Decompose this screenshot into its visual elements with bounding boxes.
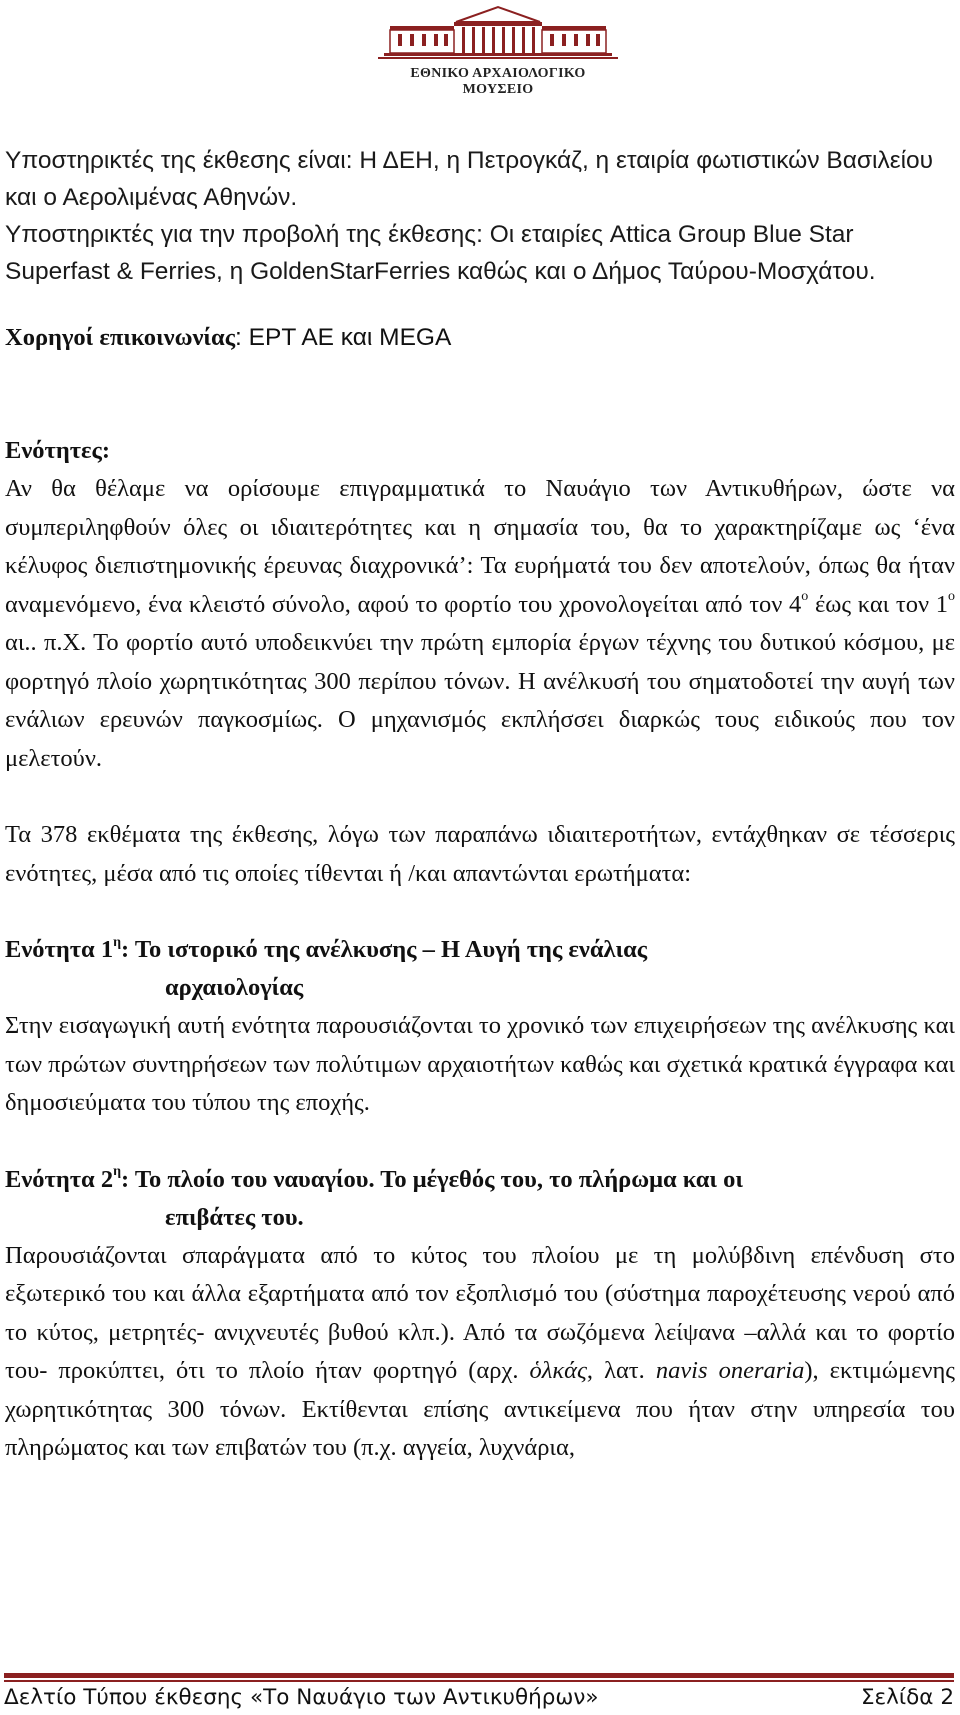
superscript: ο [948, 589, 955, 605]
section-1-body: Στην εισαγωγική αυτή ενότητα παρουσιάζονται το χρονικό των επιχειρήσεων της ανέλκυσης και των πρώτων συντηρήσεων των πολύτιμων αρχαιοτήτων καθώς και σχετικά κρατικά έγγραφα και δημοσιεύματα του τύπου της εποχής. [5, 1012, 956, 1116]
section-1-heading [5, 931, 955, 1007]
page-footer [4, 1681, 954, 1715]
sections-title: Ενότητες: [5, 436, 110, 464]
paragraph-text: έως και τον 1 [808, 590, 948, 618]
superscript: η [113, 934, 122, 950]
italic-term: ὁλκάς [529, 1357, 587, 1384]
museum-logo [378, 4, 618, 97]
paragraph-text: αι.. π.Χ. Το φορτίο αυτό υποδεικνύει την πρώτη εμπορία έργων τέχνης του δυτικού κόσμου, με φορτηγό πλοίο χωρητικότητας 300 περίπου τόνων. Η ανέλκυσή του σηματοδοτεί την αυγή των ενάλιων ερευνών παγκοσμίως. Ο μηχανισμός εκπλήσσει διαρκώς τους ειδικούς που τον μελετούν. [5, 629, 955, 772]
museum-building-icon [378, 4, 618, 64]
sponsors-text: Υποστηρικτές της έκθεσης είναι: Η ΔΕΗ, η Πετρογκάζ, η εταιρία φωτιστικών Βασιλείου και ο Αερολιμένας Αθηνών. [5, 147, 934, 211]
section-2-heading [5, 1161, 955, 1237]
section-2-body [5, 1237, 955, 1468]
italic-term: navis oneraria [655, 1357, 805, 1384]
section-1-title-continued: αρχαιολογίας [165, 974, 304, 1001]
paragraph-text: Παρουσιάζονται σπαράγματα από το κύτος του πλοίου με τη μολύβδινη επένδυση στο εξωτερικό του και άλλα εξαρτήματα από τον εξοπλισμό του (σύστημα παροχέτευσης νερού από το κύτος, μετρητές- ανιχνευτές βυθού κλπ.). Από τα σωζόμενα λείψανα –αλλά και το φορτίο του- προκύπτει, ότι το πλοίο ήταν φορτηγό (αρχ. [5, 1241, 955, 1384]
superscript: η [113, 1164, 122, 1180]
paragraph-text: , λατ. [586, 1357, 656, 1384]
media-sponsors-label: Χορηγοί επικοινωνίας [5, 324, 236, 351]
media-sponsors-value: : ΕΡΤ ΑΕ και MEGA [235, 324, 452, 351]
wreck-description-paragraph [5, 470, 955, 778]
section-2-title: : Το πλοίο του ναυαγίου. Το μέγεθός του, το πλήρωμα και οι [121, 1165, 743, 1193]
logo-caption: ΕΘΝΙΚΟ ΑΡΧΑΙΟΛΟΓΙΚΟ ΜΟΥΣΕΙΟ [410, 66, 586, 97]
superscript: ο [801, 589, 809, 605]
intro-block [5, 142, 955, 290]
section-1-title: : Το ιστορικό της ανέλκυσης – Η Αυγή της ενάλιας [121, 936, 648, 963]
paragraph-text: Αν θα θέλαμε να ορίσουμε επιγραμματικά το Ναυάγιο των Αντικυθήρων, ώστε να συμπεριληφθούν όλες οι ιδιαιτερότητες και η σημασία του, θα το χαρακτηρίζαμε ως ‘ένα κέλυφος διεπιστημονικής έρευνας διαχρονικά’: Τα ευρήματά του δεν αποτελούν, όπως θα ήταν αναμενόμενο, ένα κλειστό σύνολο, αφού το φορτίο του χρονολογείται από τον 4 [5, 475, 955, 618]
section-2-title-continued: επιβάτες του. [165, 1203, 304, 1231]
media-sponsors-line [5, 319, 955, 358]
section-1-label: Ενότητα 1 [5, 936, 114, 963]
section-2-label: Ενότητα 2 [5, 1165, 114, 1193]
promotion-sponsors-text: Υποστηρικτές για την προβολή της έκθεσης: Οι εταιρίες Attica Group Blue Star Superfast & Ferries, η GoldenStarFerries καθώς και ο Δήμος Ταύρου-Μοσχάτου. [5, 221, 876, 285]
page-number: Σελίδα 2 [860, 1685, 954, 1710]
exhibits-paragraph: Τα 378 εκθέματα της έκθεσης, λόγω των παραπάνω ιδιαιτεροτήτων, εντάχθηκαν σε τέσσερις ενότητες, μέσα από τις οποίες τίθενται ή /και απαντώνται ερωτήματα: [5, 821, 955, 887]
paragraph-text: ), εκτιμώμενης χωρητικότητας 300 τόνων. Εκτίθενται επίσης αντικείμενα που ήταν στην υπηρεσία του πληρώματος και των επιβατών του (π.χ. αγγεία, λυχνάρια, [5, 1357, 955, 1461]
footer-document-title: Δελτίο Τύπου έκθεσης «Το Ναυάγιο των Αντικυθήρων» [4, 1685, 599, 1710]
document-body [5, 142, 955, 1468]
footer-rule [4, 1673, 954, 1678]
